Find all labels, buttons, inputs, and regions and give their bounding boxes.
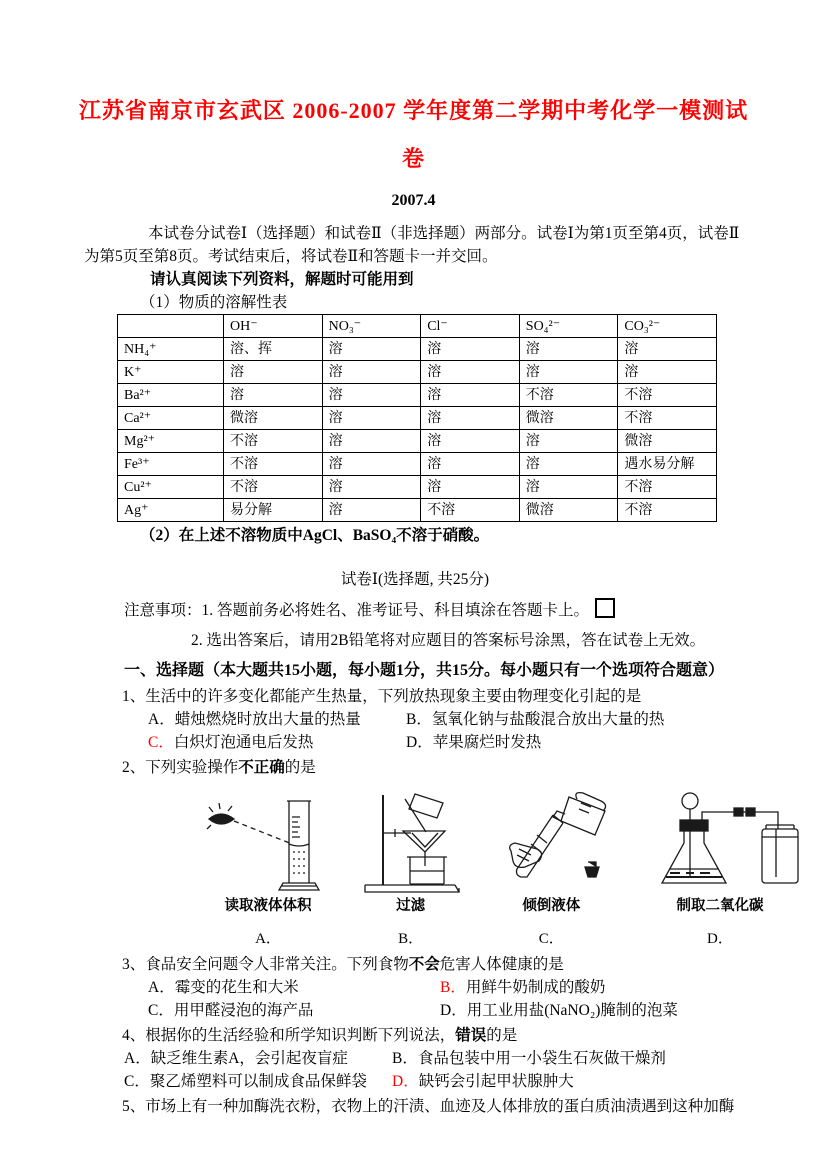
q1-stem: 1、生活中的许多变化都能产生热量，下列放热现象主要由物理变化引起的是 bbox=[122, 688, 642, 705]
read-volume-diagram bbox=[204, 789, 332, 895]
notice-label: 注意事项： bbox=[124, 602, 202, 619]
solubility-cell: 溶 bbox=[519, 476, 618, 499]
q1-option-b bbox=[406, 708, 664, 731]
table-row bbox=[118, 476, 717, 499]
solubility-cell: 溶 bbox=[421, 361, 520, 384]
notice-line-1 bbox=[124, 598, 746, 622]
q2-stem bbox=[122, 756, 746, 779]
solubility-cell: 不溶 bbox=[224, 476, 323, 499]
q4-stem-bold: 错误 bbox=[455, 1027, 487, 1044]
option-letter: B． bbox=[406, 711, 432, 728]
table-row bbox=[118, 453, 717, 476]
solubility-cell: 溶 bbox=[421, 430, 520, 453]
solubility-cell: 溶、挥 bbox=[224, 338, 323, 361]
q3-stem-post: 危害人体健康的是 bbox=[439, 956, 564, 973]
q3-stem-bold: 不会 bbox=[408, 956, 440, 973]
ion-cell: Ag⁺ bbox=[118, 499, 224, 522]
notice-line-2: 2. 选出答案后，请用2B铅笔将对应题目的答案标号涂黑，答在试卷上无效。 bbox=[191, 632, 706, 649]
ion-cell: Cu²⁺ bbox=[118, 476, 224, 499]
header-cell: Cl⁻ bbox=[421, 315, 520, 338]
table-row bbox=[118, 338, 717, 361]
solubility-cell: 遇水易分解 bbox=[618, 453, 717, 476]
option-letter: C． bbox=[148, 734, 174, 751]
paper-title-line1: 江苏省南京市玄武区 2006-2007 学年度第二学期中考化学一模测试 bbox=[78, 98, 749, 123]
figure-d-block bbox=[636, 789, 804, 951]
q4-option-b bbox=[392, 1047, 666, 1070]
option-letter: B． bbox=[440, 979, 466, 996]
solubility-cell: 溶 bbox=[322, 499, 421, 522]
solubility-cell: 不溶 bbox=[421, 499, 520, 522]
header-cell bbox=[118, 315, 224, 338]
option-letter: D． bbox=[406, 734, 433, 751]
ion-cell: NH₄⁺ bbox=[118, 338, 224, 361]
table-row bbox=[118, 384, 717, 407]
option-letter: A． bbox=[124, 1050, 151, 1067]
q4-stem bbox=[122, 1024, 746, 1047]
option-letter: A． bbox=[148, 979, 175, 996]
figure-a-block bbox=[204, 789, 332, 951]
option-text: 苹果腐烂时发热 bbox=[432, 734, 542, 751]
q2-stem-pre: 2、下列实验操作 bbox=[122, 759, 239, 776]
q3-options-row2 bbox=[148, 999, 746, 1022]
header-cell: NO₃⁻ bbox=[322, 315, 421, 338]
table-caption: （1）物质的溶解性表 bbox=[140, 294, 288, 311]
solubility-cell: 易分解 bbox=[224, 499, 323, 522]
q3-option-d bbox=[440, 999, 678, 1022]
solubility-cell: 不溶 bbox=[618, 499, 717, 522]
solubility-cell: 溶 bbox=[519, 338, 618, 361]
answer-card-box bbox=[595, 598, 615, 618]
solubility-cell: 溶 bbox=[322, 407, 421, 430]
q1-options-row2 bbox=[148, 731, 746, 754]
solubility-cell: 溶 bbox=[421, 338, 520, 361]
eye-icon bbox=[209, 814, 234, 824]
ion-cell: Fe³⁺ bbox=[118, 453, 224, 476]
option-text: 缺钙会引起甲状腺肿大 bbox=[418, 1073, 574, 1090]
co2-generation-diagram bbox=[636, 789, 804, 895]
solubility-cell: 微溶 bbox=[224, 407, 323, 430]
figure-b-letter: B． bbox=[398, 931, 424, 947]
option-letter: B． bbox=[392, 1050, 418, 1067]
q4-option-c bbox=[124, 1070, 392, 1093]
solubility-cell: 微溶 bbox=[519, 499, 618, 522]
intro-paragraph: 本试卷分试卷Ⅰ（选择题）和试卷Ⅱ（非选择题）两部分。试卷Ⅰ为第1页至第4页，试卷Ⅱ为第5页至第8页。考试结束后，将试卷Ⅱ和答题卡一并交回。 bbox=[84, 225, 740, 265]
solubility-cell: 溶 bbox=[224, 384, 323, 407]
solubility-cell: 不溶 bbox=[224, 430, 323, 453]
pour-liquid-diagram bbox=[489, 789, 613, 895]
option-letter: D． bbox=[392, 1073, 419, 1090]
figure-a-letter: A． bbox=[255, 931, 281, 947]
option-text: 用鲜牛奶制成的酸奶 bbox=[465, 979, 606, 996]
solubility-cell: 溶 bbox=[322, 453, 421, 476]
q1-option-c bbox=[148, 731, 406, 754]
q3-option-b bbox=[440, 976, 605, 999]
solubility-cell: 不溶 bbox=[224, 453, 323, 476]
q4-option-d bbox=[392, 1070, 574, 1093]
option-text: 用工业用盐(NaNO₂)腌制的泡菜 bbox=[466, 1002, 678, 1019]
figure-d-letter: D． bbox=[707, 931, 733, 947]
option-letter: C． bbox=[124, 1073, 150, 1090]
paper-title-line2: 卷 bbox=[401, 146, 425, 171]
solubility-cell: 不溶 bbox=[519, 384, 618, 407]
solubility-table bbox=[117, 314, 717, 522]
solubility-cell: 溶 bbox=[421, 384, 520, 407]
insoluble-note: （2）在上述不溶物质中AgCl、BaSO₄不溶于硝酸。 bbox=[140, 527, 490, 544]
q4-stem-pre: 4、根据你的生活经验和所学知识判断下列说法， bbox=[122, 1027, 456, 1044]
table-row bbox=[118, 499, 717, 522]
ion-cell: K⁺ bbox=[118, 361, 224, 384]
figure-a-caption: 读取液体体积 bbox=[224, 898, 312, 914]
figure-c-caption: 倾倒液体 bbox=[522, 898, 581, 914]
solubility-cell: 溶 bbox=[322, 430, 421, 453]
figure-c-block bbox=[489, 789, 613, 951]
solubility-cell: 溶 bbox=[322, 338, 421, 361]
figure-b-block bbox=[355, 789, 467, 951]
ion-cell: Ba²⁺ bbox=[118, 384, 224, 407]
option-text: 蜡烛燃烧时放出大量的热量 bbox=[174, 711, 361, 728]
q4-options-row2 bbox=[124, 1070, 746, 1093]
header-cell: CO₃²⁻ bbox=[618, 315, 717, 338]
solubility-cell: 不溶 bbox=[618, 476, 717, 499]
solubility-cell: 溶 bbox=[519, 361, 618, 384]
option-text: 白炽灯泡通电后发热 bbox=[173, 734, 314, 751]
header-cell: OH⁻ bbox=[224, 315, 323, 338]
table-row bbox=[118, 407, 717, 430]
q3-option-a bbox=[148, 976, 440, 999]
solubility-cell: 溶 bbox=[421, 407, 520, 430]
read-note: 请认真阅读下列资料，解题时可能用到 bbox=[150, 271, 414, 288]
option-letter: A． bbox=[148, 711, 175, 728]
table-row bbox=[118, 430, 717, 453]
option-text: 聚乙烯塑料可以制成食品保鲜袋 bbox=[149, 1073, 367, 1090]
option-letter: D． bbox=[440, 1002, 467, 1019]
figure-d-caption: 制取二氧化碳 bbox=[676, 898, 764, 914]
header-cell: SO₄²⁻ bbox=[519, 315, 618, 338]
q2-stem-post: 的是 bbox=[284, 759, 316, 776]
option-text: 缺乏维生素A，会引起夜盲症 bbox=[150, 1050, 348, 1067]
option-text: 氢氧化钠与盐酸混合放出大量的热 bbox=[431, 711, 665, 728]
solubility-cell: 溶 bbox=[322, 476, 421, 499]
section1-heading: 一、选择题（本大题共15小题，每小题1分，共15分。每小题只有一个选项符合题意） bbox=[124, 662, 725, 679]
solubility-cell: 不溶 bbox=[618, 384, 717, 407]
solubility-cell: 溶 bbox=[618, 338, 717, 361]
option-text: 霉变的花生和大米 bbox=[174, 979, 299, 996]
option-text: 食品包装中用一小袋生石灰做干燥剂 bbox=[417, 1050, 666, 1067]
q3-stem bbox=[122, 953, 746, 976]
paper1-heading: 试卷Ⅰ(选择题, 共25分) bbox=[340, 571, 490, 588]
filtration-diagram bbox=[355, 789, 467, 895]
q2-stem-bold: 不正确 bbox=[238, 759, 285, 776]
solubility-cell: 溶 bbox=[322, 361, 421, 384]
figure-c-letter: C． bbox=[538, 931, 564, 947]
q3-options-row1 bbox=[148, 976, 746, 999]
table-row bbox=[118, 361, 717, 384]
q4-option-a bbox=[124, 1047, 392, 1070]
option-text: 用甲醛浸泡的海产品 bbox=[173, 1002, 314, 1019]
solubility-cell: 溶 bbox=[421, 476, 520, 499]
q1-option-d bbox=[406, 731, 541, 754]
solubility-cell: 溶 bbox=[519, 453, 618, 476]
q4-stem-post: 的是 bbox=[486, 1027, 518, 1044]
q3-stem-pre: 3、食品安全问题令人非常关注。下列食物 bbox=[122, 956, 409, 973]
ion-cell: Ca²⁺ bbox=[118, 407, 224, 430]
paper-date: 2007.4 bbox=[391, 192, 436, 209]
q1-options-row1 bbox=[148, 708, 746, 731]
solubility-cell: 溶 bbox=[322, 384, 421, 407]
solubility-cell: 不溶 bbox=[618, 407, 717, 430]
solubility-cell: 溶 bbox=[519, 430, 618, 453]
q4-options-row1 bbox=[124, 1047, 746, 1070]
solubility-cell: 微溶 bbox=[519, 407, 618, 430]
q1-option-a bbox=[148, 708, 406, 731]
solubility-cell: 溶 bbox=[224, 361, 323, 384]
ion-cell: Mg²⁺ bbox=[118, 430, 224, 453]
figure-b-caption: 过滤 bbox=[396, 898, 426, 914]
solubility-cell: 溶 bbox=[421, 453, 520, 476]
solubility-cell: 微溶 bbox=[618, 430, 717, 453]
q5-stem: 5、市场上有一种加酶洗衣粉，衣物上的汗渍、血迹及人体排放的蛋白质油渍遇到这种加酶 bbox=[122, 1098, 735, 1115]
notice-text-1: 1. 答题前务必将姓名、准考证号、科目填涂在答题卡上。 bbox=[201, 602, 590, 619]
option-letter: C． bbox=[148, 1002, 174, 1019]
solubility-cell: 溶 bbox=[618, 361, 717, 384]
q3-option-c bbox=[148, 999, 440, 1022]
table-header-row bbox=[118, 315, 717, 338]
q2-figures bbox=[204, 789, 804, 951]
